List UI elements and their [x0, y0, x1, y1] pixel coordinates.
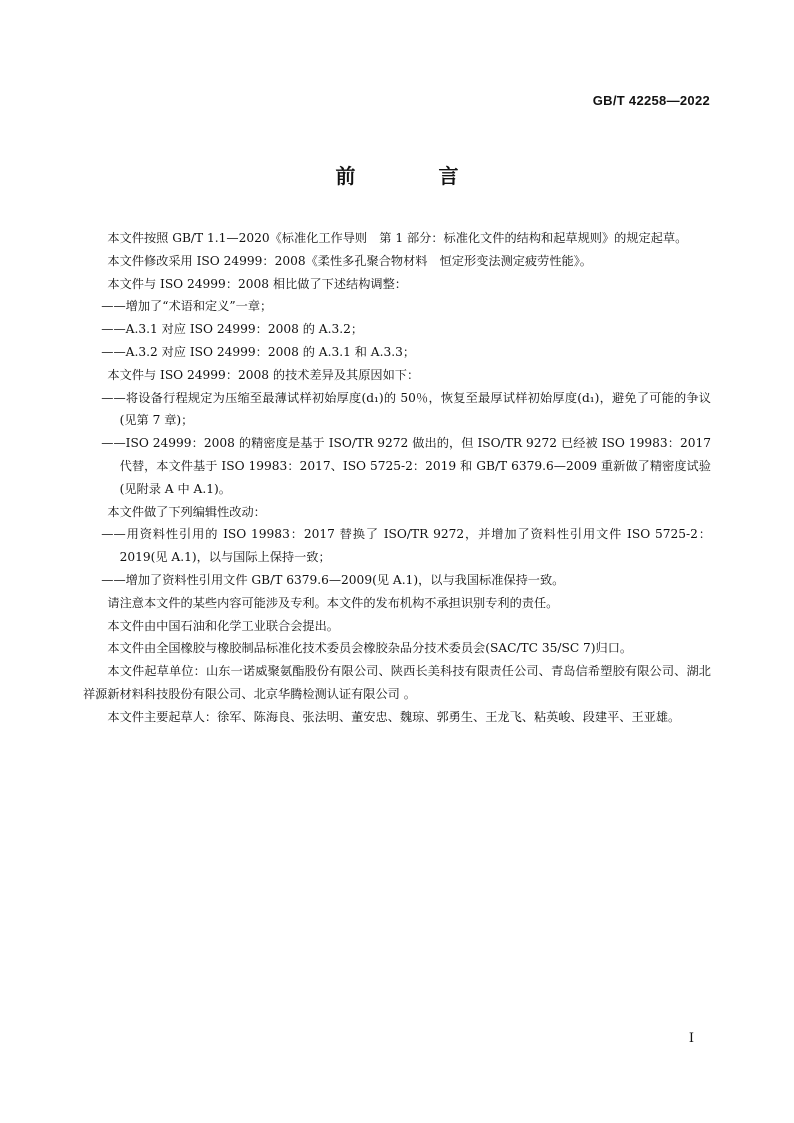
- paragraph: 本文件按照 GB/T 1.1—2020《标准化工作导则 第 1 部分：标准化文件的结构和起草规则》的规定起草。: [107, 231, 688, 245]
- dash-list-item: ——ISO 24999：2008 的精密度是基于 ISO/TR 9272 做出的，但 ISO/TR 9272 已经被 ISO 19983：2017 代替，本文件基于 ISO 19983：2017、ISO 5725-2：2019 和 GB/T 6379.6—2009 重新做了精密度试验(见附录 A 中 A.1)。: [101, 436, 711, 496]
- dash-list-item: ——用资料性引用的 ISO 19983：2017 替换了 ISO/TR 9272，并增加了资料性引用文件 ISO 5725-2：2019(见 A.1)，以与国际上保持一致；: [101, 527, 711, 565]
- paragraph: 本文件由全国橡胶与橡胶制品标准化技术委员会橡胶杂品分技术委员会(SAC/TC 35/SC 7)归口。: [107, 641, 633, 656]
- preface-body: [83, 227, 711, 729]
- paragraph: 本文件由中国石油和化学工业联合会提出。: [107, 618, 339, 633]
- dash-list-item: ——增加了资料性引用文件 GB/T 6379.6—2009(见 A.1)，以与我国标准保持一致。: [101, 572, 565, 587]
- dash-list-item: ——将设备行程规定为压缩至最薄试样初始厚度(d₁)的 50％，恢复至最厚试样初始厚度(d₁)，避免了可能的争议(见第 7 章)；: [101, 390, 711, 428]
- dash-list-item: ——A.3.1 对应 ISO 24999：2008 的 A.3.2；: [101, 322, 364, 337]
- standard-code: GB/T 42258—2022: [592, 93, 710, 108]
- dash-list-item: ——增加了“术语和定义”一章；: [101, 299, 273, 314]
- paragraph: 本文件主要起草人：徐军、陈海良、张法明、董安忠、魏琼、郭勇生、王龙飞、粘英峻、段建平、王亚雄。: [107, 709, 681, 724]
- paragraph: 本文件与 ISO 24999：2008 的技术差异及其原因如下：: [107, 367, 420, 382]
- dash-list-item: ——A.3.2 对应 ISO 24999：2008 的 A.3.1 和 A.3.3；: [101, 344, 416, 359]
- page-number: I: [688, 1031, 694, 1046]
- paragraph: 请注意本文件的某些内容可能涉及专利。本文件的发布机构不承担识别专利的责任。: [107, 595, 559, 610]
- paragraph: 本文件起草单位：山东一诺威聚氨酯股份有限公司、陕西长美科技有限责任公司、青岛信希塑胶有限公司、湖北祥源新材料科技股份有限公司、北京华腾检测认证有限公司 。: [83, 664, 711, 701]
- paragraph: 本文件与 ISO 24999：2008 相比做了下述结构调整：: [107, 276, 407, 291]
- paragraph: 本文件做了下列编辑性改动：: [107, 504, 266, 519]
- page-title: 前 言: [335, 164, 497, 188]
- paragraph: 本文件修改采用 ISO 24999：2008《柔性多孔聚合物材料 恒定形变法测定疲劳性能》。: [107, 253, 592, 268]
